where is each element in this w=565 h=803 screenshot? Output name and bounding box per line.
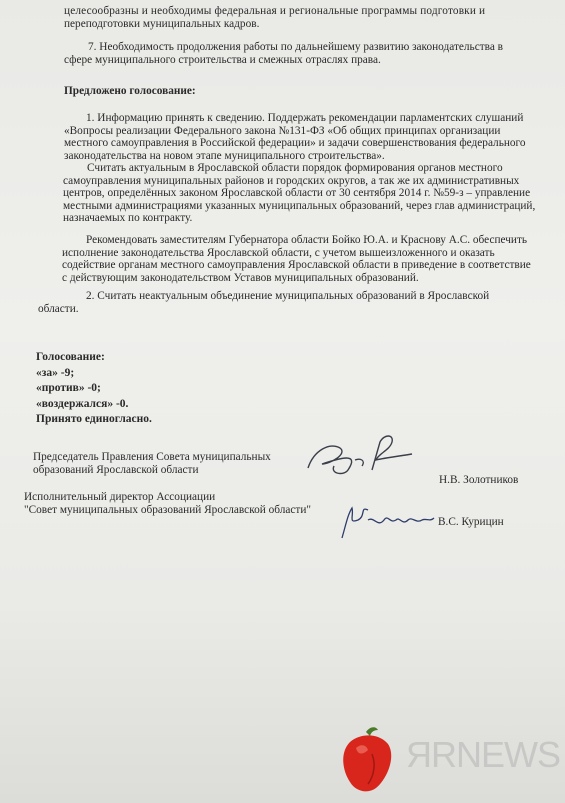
text-line: местного самоуправления в Российской федерации» и задачи совершенствования федерального — [64, 137, 526, 150]
result-final: Принято единогласно. — [36, 413, 152, 425]
text-line: содействие органам местного самоуправления Ярославской области в приведение в соответствие — [62, 259, 531, 272]
watermark-brand: ЯRNEWS — [406, 734, 560, 775]
text-line: исполнение законодательства Ярославской области, с учетом вышеизложенного и оказать — [62, 246, 495, 259]
text-line: 7. Необходимость продолжения работы по дальнейшему развитию законодательства в — [88, 41, 504, 53]
signer-title-line: Председатель Правления Совета муниципальных — [33, 451, 271, 463]
text-line: законодательства на новом этапе муниципального строительства». — [64, 149, 385, 162]
handwritten-signature-director — [338, 500, 438, 545]
item-2 — [38, 290, 558, 315]
text-line: самоуправления муниципальных районов и городских округов, а так же их административных — [63, 174, 520, 187]
text-line: Считать актуальным в Ярославской области порядок формирования органов местного — [87, 162, 503, 174]
signature-block-director — [24, 491, 311, 517]
signer-title-line: образований Ярославской области — [33, 464, 199, 476]
paragraph-2 — [63, 162, 563, 225]
text-line: назначаемых по контракту. — [63, 212, 193, 225]
result-vozderzhalsya: «воздержался» -0. — [36, 397, 129, 410]
text-line: переподготовки муниципальных кадров. — [64, 17, 260, 30]
item-1 — [64, 112, 564, 162]
result-protiv: «против» -0; — [36, 382, 101, 394]
vote-heading: Предложено голосование: — [64, 85, 196, 97]
result-za: «за» -9; — [36, 366, 75, 379]
signer-name-director: В.С. Курицин — [438, 516, 504, 528]
text-line: целесообразны и необходимы федеральная и региональные программы подготовки и — [64, 5, 486, 17]
site-watermark — [336, 724, 560, 794]
text-line: местными администрациями указанных муниципальных образований, через глав администраций, — [63, 199, 536, 212]
text-line: сфере муниципального строительства и смежных отраслях права. — [64, 53, 381, 66]
text-line: с действующим законодательством Уставов муниципальных образований. — [62, 271, 419, 284]
text-line: «Вопросы реализации Федерального закона №131-ФЗ «Об общих принципах организации — [64, 124, 501, 137]
voting-result — [36, 350, 152, 428]
signer-title-line: Исполнительный директор Ассоциации — [24, 491, 216, 503]
text-line: 2. Считать неактуальным объединение муниципальных образований в Ярославской — [86, 290, 490, 302]
signature-block-chair — [33, 451, 271, 477]
pepper-icon — [336, 724, 398, 794]
top-fragment — [64, 5, 554, 30]
text-line: центров, определённых законом Ярославской области от 30 сентября 2014 г. №59-з – управление — [63, 187, 531, 200]
text-line: Рекомендовать заместителям Губернатора области Бойко Ю.А. и Краснову А.С. обеспечить — [86, 234, 528, 246]
item-7 — [64, 41, 564, 66]
result-heading: Голосование: — [36, 351, 105, 363]
text-line: области. — [38, 302, 79, 315]
paragraph-3 — [62, 234, 562, 284]
handwritten-signature-chair — [300, 430, 420, 480]
signer-title-line: "Совет муниципальных образований Ярославской области" — [24, 504, 312, 516]
signer-name-chair: Н.В. Золотников — [439, 474, 519, 486]
text-line: 1. Информацию принять к сведению. Поддержать рекомендации парламентских слушаний — [86, 112, 524, 124]
